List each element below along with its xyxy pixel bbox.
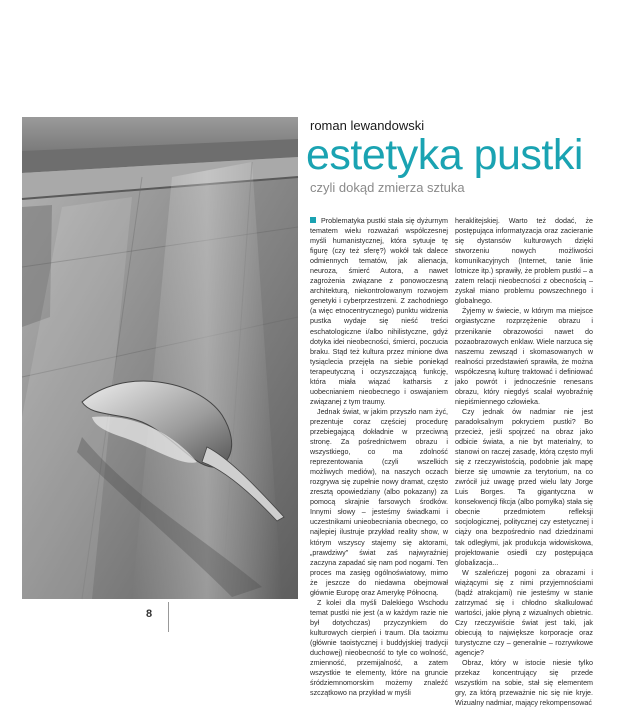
paragraph: Jednak świat, w jakim przyszło nam żyć, prezentuje coraz częściej procedurę przebiegającą dokładnie w przeciwną stronę. Za pośrednictwem obrazu i wszystkiego, co ma zdolność reprezentowania (czyli wszelkich możliwych mediów), na naszych oczach rozgrywa się zupełnie nowy dramat, często zresztą opowiedziany (albo pokazany) za pomocą skrajnie farsowych środków. Innymi słowy – jesteśmy świadkami i uczestnikami unieobecniania obecnego, co najlepiej ilustruje przykład reality show, w którym wszyscy stajemy się aktorami, „prawdziwy" świat zaś najwyraźniej zaczyna zapadać się nam pod nogami. Ten proces ma zasięg ogólnoświatowy, mimo że jeszcze do niedawna obejmował głównie Europę oraz Amerykę Północną. [310, 407, 448, 597]
folio-divider [168, 602, 169, 632]
paragraph-text: Problematyka pustki stała się dyżurnym tematem wielu rozważań współczesnej myśli humanistycznej, która sytuuje tę figurę (czy też sferę?) wokół tak dalece odmiennych tematów, jak alienacja, neuroza, śmierć Autora, a nawet zagrożenia związane z ponowoczesną architekturą, niekontrolowanym rozwojem genetyki i cyberprzestrzeni. Z zachodniego (a więc etnocentrycznego) punktu widzenia pustka wydaje się nieść treści eschatologiczne i/albo nihilistyczne, gdyż dotyka idei nieobecności, śmierci, poczucia braku. Stąd też kultura przez minione dwa tysiąclecia przejęła na siebie poniekąd terapeutyczną i oczyszczającą funkcję, która miała wiązać katharsis z uobecnianiem nieobecnego i oswajaniem związanej z tym traumy. [310, 217, 448, 406]
article-column-left [310, 216, 448, 698]
paragraph [310, 216, 448, 407]
paragraph: Czy jednak ów nadmiar nie jest paradoksalnym pokryciem pustki? Bo przecież, jeśli spojrzeć na obraz jako odbicie świata, a nie byt materialny, to stanowi on raczej zasadę, którą często myli się z rzeczywistością, podobnie jak mapę bierze się umownie za terytorium, na co zwrócił już uwagę przed wielu laty Jorge Luis Borges. Ta gigantyczna w konsekwencji fikcja (albo pomyłka) stała się obecnie przedmiotem refleksji socjologicznej, politycznej czy estetycznej i ciąży ona bezpośrednio nad dziedzinami tak odległymi, jak produkcja widowiskowa, projektowanie osiedli czy postępująca globalizacja... [455, 407, 593, 567]
article-subtitle: czyli dokąd zmierza sztuka [310, 180, 465, 195]
article-photo [22, 117, 298, 599]
paragraph: Z kolei dla myśli Dalekiego Wschodu temat pustki nie jest (a w każdym razie nie był dotychczas) przyczynkiem do kulturowych cierpień i traum. Dla taoizmu (głównie taoistycznej i buddyjskiej tradycji duchowej) nieobecność to tyle co wolność, zmienność, przemijalność, a zatem wszystkie te elementy, które na gruncie śródziemnomorskim możemy znaleźć szczątkowo na przykład w myśli [310, 598, 448, 698]
article-title: estetyka pustki [306, 131, 583, 179]
paragraph: Obraz, który w istocie niesie tylko przekaz koncentrujący się przede wszystkim na sobie, stał się elementem gry, za którą przeważnie nic się nie kryje. Wizualny nadmiar, mający rekompensować [455, 659, 593, 708]
article-author: roman lewandowski [310, 118, 425, 133]
paragraph: W szaleńczej pogoni za obrazami i wiążącymi się z nimi przyjemnościami (bądź atrakcjami) nie jesteśmy w stanie zatrzymać się i chłodno skalkulować wartości, jakie płyną z wizualnych obietnic. Czy rzeczywiście świat jest taki, jak obiecują to największe korporacje oraz turystyczne czy – generalnie – rozrywkowe agencje? [455, 568, 593, 658]
page-number: 8 [146, 608, 153, 620]
section-marker-icon [310, 217, 316, 223]
paragraph: heraklitejskiej. Warto też dodać, że postępująca informatyzacja oraz zacieranie się dystansów kulturowych dzięki stworzeniu nowych możliwości komunikacyjnych (Internet, tanie linie lotnicze itp.) sprawiły, że problem pustki – a zatem relacji nieobecności z obecnością – zyskał miano problemu powszechnego i globalnego. [455, 217, 593, 306]
article-column-right [455, 216, 593, 708]
paragraph: Żyjemy w świecie, w którym ma miejsce orgiastyczne rozprzężenie obrazu i przenikanie obrazowości nawet do pozaobrazowych enklaw. Wiele narzuca się naszemu zewsząd i skomasowanych w realności przedstawień sprawiła, że można współczesną kulturę traktować i definiować jako powrót i jednocześnie renesans obrazu, który niegdyś scalał wyobraźnię niepiśmiennego człowieka. [455, 307, 593, 406]
